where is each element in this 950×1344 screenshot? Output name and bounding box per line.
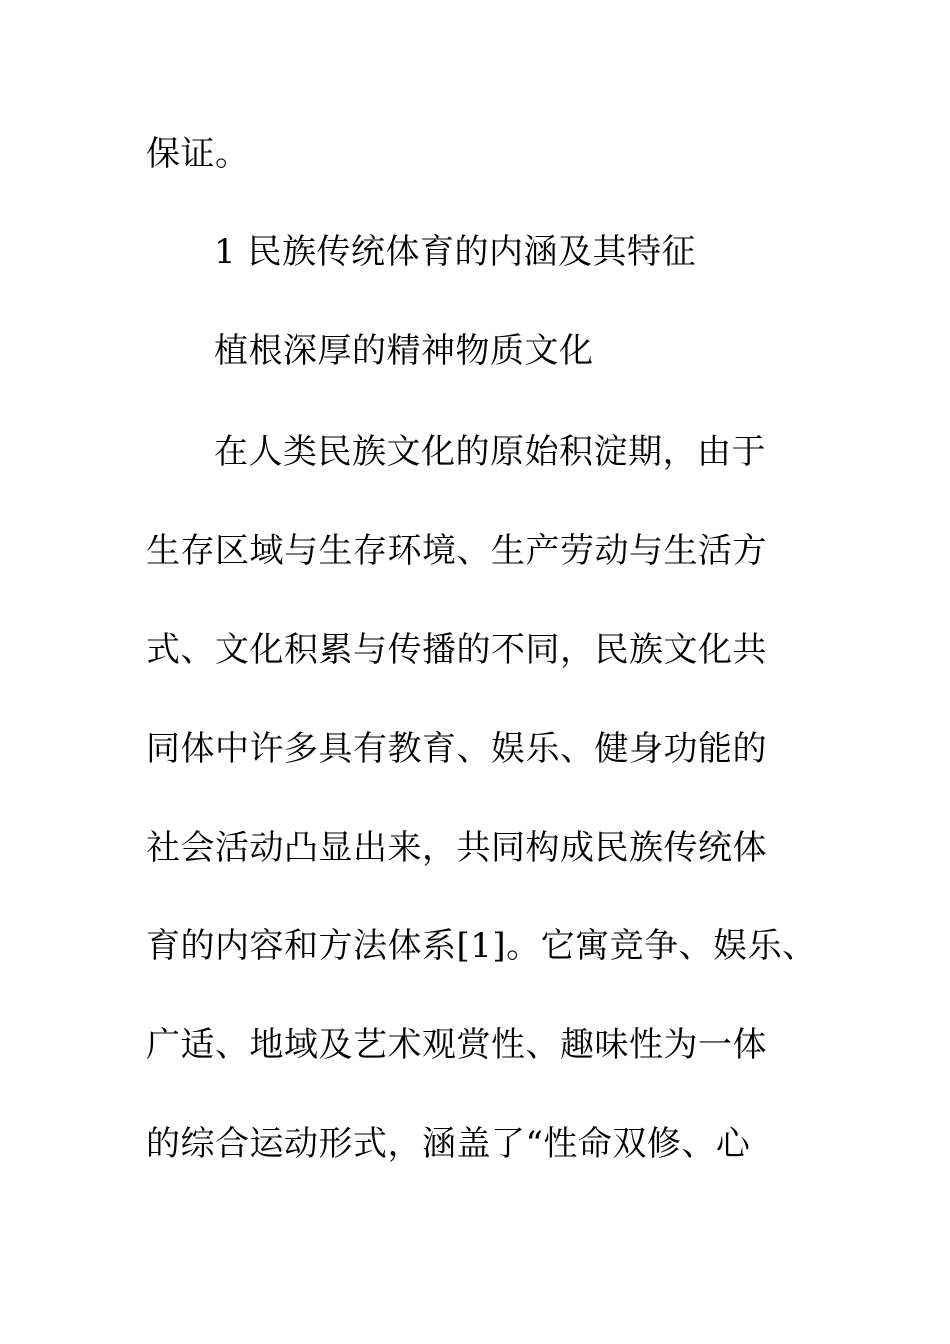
paragraph-line: 育的内容和方法体系[1]。它寓竞争、娱乐、 bbox=[146, 926, 817, 966]
paragraph-line: 社会活动凸显出来，共同构成民族传统体 bbox=[146, 828, 767, 868]
paragraph-line: 式、文化积累与传播的不同，民族文化共 bbox=[146, 630, 767, 670]
paragraph-line: 生存区域与生存环境、生产劳动与生活方 bbox=[146, 531, 767, 571]
paragraph-line: 的综合运动形式，涵盖了“性命双修、心 bbox=[146, 1124, 751, 1164]
paragraph-line-closing: 保证。 bbox=[146, 134, 250, 174]
paragraph-line: 同体中许多具有教育、娱乐、健身功能的 bbox=[146, 729, 767, 769]
section-heading: 1 民族传统体育的内涵及其特征 bbox=[214, 232, 696, 272]
paragraph-line: 广适、地域及艺术观赏性、趣味性为一体 bbox=[146, 1025, 767, 1065]
subsection-heading: 植根深厚的精神物质文化 bbox=[214, 331, 594, 371]
paragraph-line: 在人类民族文化的原始积淀期，由于 bbox=[214, 432, 766, 472]
